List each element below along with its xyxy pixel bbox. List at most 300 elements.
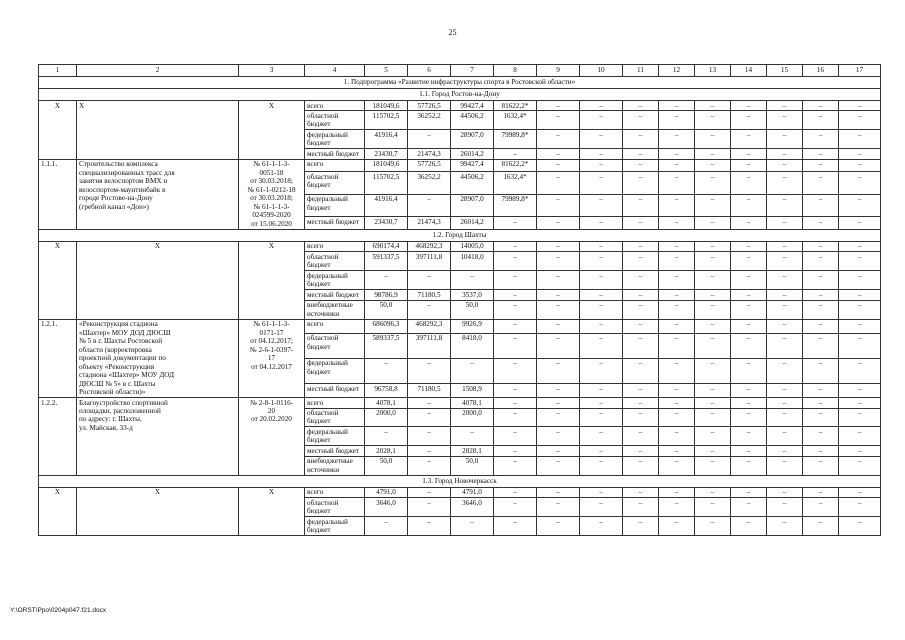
funding-source: местный бюджет xyxy=(305,290,365,300)
empty-value-cell: – xyxy=(537,446,580,456)
value-cell: 79989,8* xyxy=(494,194,537,217)
value-cell: – xyxy=(494,300,537,319)
value-cell: 8418,0 xyxy=(451,333,494,358)
empty-value-cell: – xyxy=(580,252,623,271)
empty-value-cell: – xyxy=(767,111,803,130)
item-document: № 2-8-1-0116- 20 от 20.02.2020 xyxy=(239,398,305,476)
value-cell: 2000,0 xyxy=(451,408,494,427)
empty-value-cell: – xyxy=(695,333,731,358)
funding-source: областной бюджет xyxy=(305,333,365,358)
empty-value-cell: – xyxy=(659,398,695,408)
empty-value-cell: – xyxy=(623,290,659,300)
funding-source: всего xyxy=(305,487,365,497)
column-number: 2 xyxy=(77,65,239,77)
empty-value-cell: – xyxy=(695,498,731,517)
empty-value-cell: – xyxy=(580,241,623,251)
empty-value-cell: – xyxy=(767,446,803,456)
empty-value-cell: – xyxy=(537,130,580,149)
item-number: Х xyxy=(39,487,77,535)
empty-value-cell: – xyxy=(623,446,659,456)
empty-value-cell: – xyxy=(659,111,695,130)
funding-source: областной бюджет xyxy=(305,408,365,427)
value-cell: 1508,9 xyxy=(451,384,494,398)
empty-value-cell: – xyxy=(659,333,695,358)
empty-value-cell: – xyxy=(839,446,881,456)
funding-source: всего xyxy=(305,101,365,111)
value-cell: 10418,0 xyxy=(451,252,494,271)
funding-source: федеральный бюджет xyxy=(305,271,365,290)
empty-value-cell: – xyxy=(767,101,803,111)
empty-value-cell: – xyxy=(731,384,767,398)
value-cell: – xyxy=(494,358,537,383)
value-cell: 44506,2 xyxy=(451,172,494,195)
funding-source: внебюджетные источники xyxy=(305,300,365,319)
empty-value-cell: – xyxy=(839,111,881,130)
value-cell: 397111,8 xyxy=(408,252,451,271)
empty-value-cell: – xyxy=(767,319,803,333)
item-number: Х xyxy=(39,101,77,160)
empty-value-cell: – xyxy=(659,130,695,149)
empty-value-cell: – xyxy=(580,159,623,171)
empty-value-cell: – xyxy=(767,130,803,149)
section-title: 1. Подпрограмма «Развитие инфраструктуры спорта в Ростовской области» xyxy=(39,77,881,89)
empty-value-cell: – xyxy=(803,111,839,130)
empty-value-cell: – xyxy=(767,159,803,171)
empty-value-cell: – xyxy=(623,111,659,130)
value-cell: 71180,5 xyxy=(408,290,451,300)
empty-value-cell: – xyxy=(803,384,839,398)
empty-value-cell: – xyxy=(537,487,580,497)
value-cell: 28907,0 xyxy=(451,194,494,217)
funding-source: местный бюджет xyxy=(305,149,365,159)
table-row xyxy=(39,241,881,251)
value-cell: – xyxy=(408,358,451,383)
value-cell: 96758,8 xyxy=(365,384,408,398)
empty-value-cell: – xyxy=(839,130,881,149)
empty-value-cell: – xyxy=(839,149,881,159)
empty-value-cell: – xyxy=(767,194,803,217)
empty-value-cell: – xyxy=(731,408,767,427)
value-cell: 686096,3 xyxy=(365,319,408,333)
value-cell: 99427,4 xyxy=(451,101,494,111)
empty-value-cell: – xyxy=(659,290,695,300)
empty-value-cell: – xyxy=(839,398,881,408)
empty-value-cell: – xyxy=(580,384,623,398)
empty-value-cell: – xyxy=(659,241,695,251)
value-cell: 4078,1 xyxy=(365,398,408,408)
table-row xyxy=(39,319,881,333)
empty-value-cell: – xyxy=(537,319,580,333)
empty-value-cell: – xyxy=(767,333,803,358)
empty-value-cell: – xyxy=(537,384,580,398)
empty-value-cell: – xyxy=(767,271,803,290)
item-document: Х xyxy=(239,487,305,535)
value-cell: – xyxy=(365,358,408,383)
empty-value-cell: – xyxy=(580,398,623,408)
value-cell: 9926,9 xyxy=(451,319,494,333)
empty-value-cell: – xyxy=(839,101,881,111)
empty-value-cell: – xyxy=(659,194,695,217)
section-title: 1.3. Город Новочеркасск xyxy=(39,475,881,487)
value-cell: – xyxy=(408,498,451,517)
empty-value-cell: – xyxy=(839,290,881,300)
column-number: 8 xyxy=(494,65,537,77)
empty-value-cell: – xyxy=(803,398,839,408)
funding-source: федеральный бюджет xyxy=(305,130,365,149)
empty-value-cell: – xyxy=(767,408,803,427)
empty-value-cell: – xyxy=(659,517,695,536)
empty-value-cell: – xyxy=(659,487,695,497)
value-cell: – xyxy=(365,517,408,536)
empty-value-cell: – xyxy=(695,384,731,398)
value-cell: 28907,0 xyxy=(451,130,494,149)
empty-value-cell: – xyxy=(731,427,767,446)
empty-value-cell: – xyxy=(839,217,881,229)
empty-value-cell: – xyxy=(731,487,767,497)
empty-value-cell: – xyxy=(580,149,623,159)
funding-source: местный бюджет xyxy=(305,446,365,456)
empty-value-cell: – xyxy=(731,252,767,271)
empty-value-cell: – xyxy=(580,217,623,229)
empty-value-cell: – xyxy=(839,300,881,319)
table-row xyxy=(39,398,881,408)
empty-value-cell: – xyxy=(659,456,695,475)
empty-value-cell: – xyxy=(695,446,731,456)
value-cell: 4791,0 xyxy=(365,487,408,497)
empty-value-cell: – xyxy=(580,456,623,475)
empty-value-cell: – xyxy=(580,271,623,290)
empty-value-cell: – xyxy=(695,217,731,229)
empty-value-cell: – xyxy=(659,172,695,195)
item-number: Х xyxy=(39,241,77,319)
empty-value-cell: – xyxy=(623,517,659,536)
empty-value-cell: – xyxy=(731,217,767,229)
empty-value-cell: – xyxy=(695,300,731,319)
value-cell: 36252,2 xyxy=(408,111,451,130)
column-number: 13 xyxy=(695,65,731,77)
empty-value-cell: – xyxy=(659,271,695,290)
empty-value-cell: – xyxy=(537,252,580,271)
funding-source: всего xyxy=(305,319,365,333)
empty-value-cell: – xyxy=(839,358,881,383)
empty-value-cell: – xyxy=(659,149,695,159)
value-cell: – xyxy=(494,252,537,271)
column-number: 15 xyxy=(767,65,803,77)
empty-value-cell: – xyxy=(695,319,731,333)
value-cell: 26014,2 xyxy=(451,149,494,159)
empty-value-cell: – xyxy=(695,159,731,171)
empty-value-cell: – xyxy=(580,333,623,358)
empty-value-cell: – xyxy=(731,300,767,319)
item-document: № 61-1-1-3- 0051-18 от 30.03.2018; № 61-1-0212-18 от 30.03.2018; № 61-1-1-3- 024599-2020 от 15.06.2020 xyxy=(239,159,305,229)
value-cell: – xyxy=(494,384,537,398)
empty-value-cell: – xyxy=(537,290,580,300)
value-cell: 1632,4* xyxy=(494,172,537,195)
value-cell: 397111,8 xyxy=(408,333,451,358)
value-cell: 26014,2 xyxy=(451,217,494,229)
empty-value-cell: – xyxy=(623,217,659,229)
value-cell: 14005,0 xyxy=(451,241,494,251)
empty-value-cell: – xyxy=(803,517,839,536)
item-number: 1.2.2. xyxy=(39,398,77,476)
empty-value-cell: – xyxy=(803,446,839,456)
empty-value-cell: – xyxy=(623,427,659,446)
empty-value-cell: – xyxy=(803,427,839,446)
budget-table xyxy=(38,64,881,536)
column-number: 11 xyxy=(623,65,659,77)
funding-source: областной бюджет xyxy=(305,172,365,195)
empty-value-cell: – xyxy=(580,111,623,130)
empty-value-cell: – xyxy=(580,517,623,536)
empty-value-cell: – xyxy=(731,159,767,171)
value-cell: 23430,7 xyxy=(365,149,408,159)
empty-value-cell: – xyxy=(623,384,659,398)
empty-value-cell: – xyxy=(659,159,695,171)
page-number: 25 xyxy=(448,28,457,37)
empty-value-cell: – xyxy=(839,271,881,290)
empty-value-cell: – xyxy=(731,241,767,251)
empty-value-cell: – xyxy=(623,498,659,517)
empty-value-cell: – xyxy=(537,149,580,159)
value-cell: 50,0 xyxy=(365,300,408,319)
empty-value-cell: – xyxy=(803,498,839,517)
value-cell: – xyxy=(494,456,537,475)
item-name: Х xyxy=(77,487,239,535)
empty-value-cell: – xyxy=(767,498,803,517)
empty-value-cell: – xyxy=(803,101,839,111)
empty-value-cell: – xyxy=(695,398,731,408)
empty-value-cell: – xyxy=(731,290,767,300)
empty-value-cell: – xyxy=(767,358,803,383)
value-cell: 3646,0 xyxy=(365,498,408,517)
value-cell: 2028,1 xyxy=(451,446,494,456)
empty-value-cell: – xyxy=(537,101,580,111)
empty-value-cell: – xyxy=(695,290,731,300)
value-cell: 3646,0 xyxy=(451,498,494,517)
empty-value-cell: – xyxy=(839,498,881,517)
value-cell: 99427,4 xyxy=(451,159,494,171)
empty-value-cell: – xyxy=(537,159,580,171)
empty-value-cell: – xyxy=(731,101,767,111)
empty-value-cell: – xyxy=(537,241,580,251)
column-number-row xyxy=(39,65,881,77)
value-cell: 50,0 xyxy=(451,300,494,319)
item-name: Строительство комплекса специализированных трасс для занятия велоспортом ВМХ и велоспортом-маунтинбайк в городе Ростове-на-Дону (гребной канал «Дон») xyxy=(77,159,239,229)
value-cell: – xyxy=(494,498,537,517)
value-cell: – xyxy=(494,427,537,446)
empty-value-cell: – xyxy=(803,333,839,358)
value-cell: 468292,3 xyxy=(408,319,451,333)
empty-value-cell: – xyxy=(803,194,839,217)
empty-value-cell: – xyxy=(767,290,803,300)
empty-value-cell: – xyxy=(695,252,731,271)
column-number: 14 xyxy=(731,65,767,77)
empty-value-cell: – xyxy=(580,319,623,333)
empty-value-cell: – xyxy=(659,101,695,111)
empty-value-cell: – xyxy=(623,408,659,427)
value-cell: – xyxy=(408,456,451,475)
funding-source: местный бюджет xyxy=(305,217,365,229)
empty-value-cell: – xyxy=(767,517,803,536)
section-row xyxy=(39,89,881,101)
empty-value-cell: – xyxy=(803,217,839,229)
empty-value-cell: – xyxy=(537,271,580,290)
empty-value-cell: – xyxy=(580,487,623,497)
value-cell: 50,0 xyxy=(365,456,408,475)
empty-value-cell: – xyxy=(695,358,731,383)
value-cell: – xyxy=(451,427,494,446)
value-cell: – xyxy=(494,290,537,300)
value-cell: – xyxy=(408,130,451,149)
empty-value-cell: – xyxy=(803,271,839,290)
value-cell: 23430,7 xyxy=(365,217,408,229)
value-cell: 115702,5 xyxy=(365,172,408,195)
empty-value-cell: – xyxy=(623,252,659,271)
table-row xyxy=(39,101,881,111)
empty-value-cell: – xyxy=(580,300,623,319)
empty-value-cell: – xyxy=(623,398,659,408)
empty-value-cell: – xyxy=(695,172,731,195)
empty-value-cell: – xyxy=(695,241,731,251)
empty-value-cell: – xyxy=(695,408,731,427)
empty-value-cell: – xyxy=(623,487,659,497)
empty-value-cell: – xyxy=(731,149,767,159)
empty-value-cell: – xyxy=(659,408,695,427)
value-cell: 589337,5 xyxy=(365,333,408,358)
funding-source: федеральный бюджет xyxy=(305,427,365,446)
empty-value-cell: – xyxy=(803,172,839,195)
empty-value-cell: – xyxy=(767,149,803,159)
value-cell: 81622,2* xyxy=(494,101,537,111)
empty-value-cell: – xyxy=(623,130,659,149)
value-cell: – xyxy=(451,358,494,383)
empty-value-cell: – xyxy=(731,130,767,149)
footer-file-path: Y:\ORST\Ppo\0204p047.f21.docx xyxy=(10,607,107,614)
empty-value-cell: – xyxy=(695,101,731,111)
value-cell: 3537,0 xyxy=(451,290,494,300)
value-cell: – xyxy=(494,319,537,333)
empty-value-cell: – xyxy=(731,172,767,195)
value-cell: – xyxy=(451,517,494,536)
funding-source: федеральный бюджет xyxy=(305,517,365,536)
funding-source: областной бюджет xyxy=(305,111,365,130)
empty-value-cell: – xyxy=(767,172,803,195)
empty-value-cell: – xyxy=(731,271,767,290)
value-cell: – xyxy=(408,271,451,290)
empty-value-cell: – xyxy=(839,333,881,358)
value-cell: – xyxy=(408,427,451,446)
empty-value-cell: – xyxy=(731,111,767,130)
empty-value-cell: – xyxy=(803,252,839,271)
value-cell: – xyxy=(494,241,537,251)
empty-value-cell: – xyxy=(839,241,881,251)
value-cell: 21474,3 xyxy=(408,149,451,159)
value-cell: 41916,4 xyxy=(365,130,408,149)
column-number: 6 xyxy=(408,65,451,77)
empty-value-cell: – xyxy=(767,487,803,497)
empty-value-cell: – xyxy=(695,111,731,130)
empty-value-cell: – xyxy=(803,159,839,171)
value-cell: 181049,6 xyxy=(365,101,408,111)
value-cell: – xyxy=(494,333,537,358)
value-cell: – xyxy=(494,271,537,290)
section-title: 1.2. Город Шахты xyxy=(39,229,881,241)
empty-value-cell: – xyxy=(803,319,839,333)
empty-value-cell: – xyxy=(659,498,695,517)
empty-value-cell: – xyxy=(623,149,659,159)
item-document: № 61-1-1-3- 0171-17 от 04.12.2017; № 2-6-1-0397- 17 от 04.12.2017 xyxy=(239,319,305,397)
funding-source: всего xyxy=(305,159,365,171)
empty-value-cell: – xyxy=(537,456,580,475)
empty-value-cell: – xyxy=(767,384,803,398)
empty-value-cell: – xyxy=(695,517,731,536)
empty-value-cell: – xyxy=(839,427,881,446)
empty-value-cell: – xyxy=(623,456,659,475)
empty-value-cell: – xyxy=(803,408,839,427)
column-number: 17 xyxy=(839,65,881,77)
empty-value-cell: – xyxy=(839,408,881,427)
empty-value-cell: – xyxy=(803,290,839,300)
empty-value-cell: – xyxy=(537,358,580,383)
value-cell: – xyxy=(408,487,451,497)
value-cell: – xyxy=(408,446,451,456)
empty-value-cell: – xyxy=(659,300,695,319)
empty-value-cell: – xyxy=(731,358,767,383)
value-cell: – xyxy=(408,194,451,217)
empty-value-cell: – xyxy=(839,194,881,217)
funding-source: федеральный бюджет xyxy=(305,194,365,217)
empty-value-cell: – xyxy=(580,172,623,195)
funding-source: местный бюджет xyxy=(305,384,365,398)
value-cell: – xyxy=(494,398,537,408)
item-document: Х xyxy=(239,241,305,319)
value-cell: 115702,5 xyxy=(365,111,408,130)
value-cell: – xyxy=(451,271,494,290)
empty-value-cell: – xyxy=(695,456,731,475)
empty-value-cell: – xyxy=(659,427,695,446)
empty-value-cell: – xyxy=(767,398,803,408)
empty-value-cell: – xyxy=(803,300,839,319)
empty-value-cell: – xyxy=(659,319,695,333)
value-cell: 81622,2* xyxy=(494,159,537,171)
empty-value-cell: – xyxy=(767,427,803,446)
empty-value-cell: – xyxy=(623,271,659,290)
empty-value-cell: – xyxy=(839,319,881,333)
empty-value-cell: – xyxy=(580,358,623,383)
value-cell: 79989,8* xyxy=(494,130,537,149)
empty-value-cell: – xyxy=(580,408,623,427)
empty-value-cell: – xyxy=(803,487,839,497)
value-cell: 36252,2 xyxy=(408,172,451,195)
empty-value-cell: – xyxy=(839,172,881,195)
empty-value-cell: – xyxy=(731,398,767,408)
value-cell: 57726,5 xyxy=(408,159,451,171)
empty-value-cell: – xyxy=(623,159,659,171)
funding-source: внебюджетные источники xyxy=(305,456,365,475)
column-number: 5 xyxy=(365,65,408,77)
program-title-row xyxy=(39,77,881,89)
empty-value-cell: – xyxy=(659,252,695,271)
empty-value-cell: – xyxy=(580,427,623,446)
empty-value-cell: – xyxy=(803,149,839,159)
empty-value-cell: – xyxy=(767,252,803,271)
empty-value-cell: – xyxy=(731,498,767,517)
empty-value-cell: – xyxy=(659,217,695,229)
empty-value-cell: – xyxy=(803,130,839,149)
empty-value-cell: – xyxy=(731,517,767,536)
empty-value-cell: – xyxy=(767,217,803,229)
value-cell: 591337,5 xyxy=(365,252,408,271)
